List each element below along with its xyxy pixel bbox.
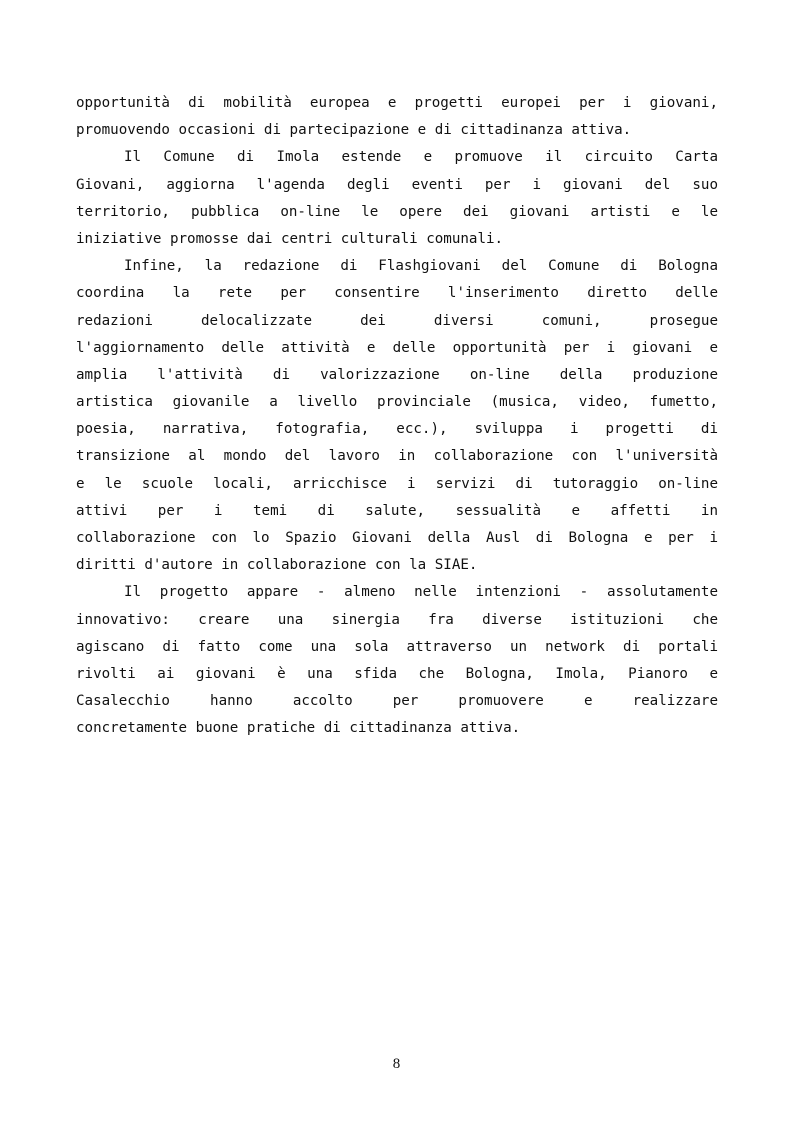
text-line: collaborazione con lo Spazio Giovani della Ausl di Bologna e per i <box>76 530 718 546</box>
body-text <box>76 90 718 743</box>
page-number: 8 <box>392 1056 401 1072</box>
text-line: concretamente buone pratiche di cittadinanza attiva. <box>76 720 521 737</box>
text-line: artistica giovanile a livello provinciale (musica, video, fumetto, <box>76 394 718 411</box>
text-line: l'aggiornamento delle attività e delle opportunità per i giovani e <box>76 339 718 356</box>
paragraph-first-line: Infine, la redazione di Flashgiovani del Comune di Bologna <box>124 258 718 275</box>
paragraph-first-line: Il Comune di Imola estende e promuove il circuito Carta <box>124 149 718 166</box>
text-line: innovativo: creare una sinergia fra diverse istituzioni che <box>76 611 718 628</box>
text-line: Giovani, aggiorna l'agenda degli eventi per i giovani del suo <box>76 176 718 193</box>
text-line: amplia l'attività di valorizzazione on-line della produzione <box>76 366 718 383</box>
text-line: agiscano di fatto come una sola attraverso un network di portali <box>76 638 718 655</box>
text-line: diritti d'autore in collaborazione con la SIAE. <box>76 557 478 574</box>
text-line: transizione al mondo del lavoro in collaborazione con l'università <box>76 448 718 465</box>
text-line: coordina la rete per consentire l'inserimento diretto delle <box>76 285 718 302</box>
text-line: redazioni delocalizzate dei diversi comuni, prosegue <box>76 312 718 329</box>
text-line: rivolti ai giovani è una sfida che Bologna, Imola, Pianoro e <box>76 665 718 682</box>
text-line: poesia, narrativa, fotografia, ecc.), sviluppa i progetti di <box>76 421 718 438</box>
text-line: attivi per i temi di salute, sessualità e affetti in <box>76 502 718 519</box>
paragraph-first-line: Il progetto appare - almeno nelle intenzioni - assolutamente <box>124 584 718 601</box>
text-line: territorio, pubblica on-line le opere dei giovani artisti e le <box>76 203 718 220</box>
text-line: e le scuole locali, arricchisce i servizi di tutoraggio on-line <box>76 475 718 492</box>
text-line: opportunità di mobilità europea e progetti europei per i giovani, <box>76 95 718 111</box>
text-line: Casalecchio hanno accolto per promuovere e realizzare <box>76 693 718 710</box>
text-line: iniziative promosse dai centri culturali comunali. <box>76 230 504 247</box>
text-line: promuovendo occasioni di partecipazione e di cittadinanza attiva. <box>76 122 632 139</box>
